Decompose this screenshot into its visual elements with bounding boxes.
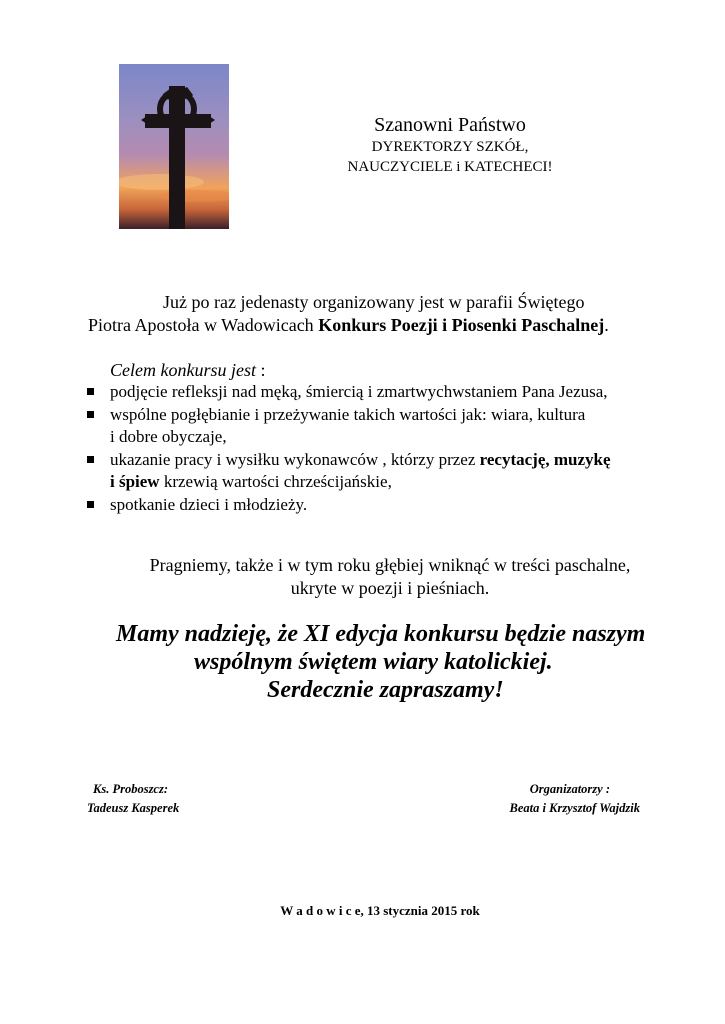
intro-paragraph bbox=[88, 291, 688, 337]
list-item bbox=[84, 404, 684, 449]
place: W a d o w i c e bbox=[280, 903, 361, 918]
goals-heading-text: Celem konkursu jest bbox=[110, 360, 256, 380]
intro-line-2-end: . bbox=[604, 315, 609, 335]
goal-text: ukazanie pracy i wysiłku wykonawców , którzy przez bbox=[110, 449, 480, 469]
goal-bold-text-continuation: i śpiew bbox=[110, 472, 160, 491]
goal-text-continuation: krzewią wartości chrześcijańskie, bbox=[159, 472, 392, 491]
goal-bold-text: recytację, muzykę bbox=[479, 449, 611, 469]
wish-line-2: ukryte w poezji i pieśniach. bbox=[290, 578, 490, 598]
signature-organizers bbox=[460, 780, 640, 818]
signature-name: Tadeusz Kasperek bbox=[87, 801, 180, 815]
list-item bbox=[84, 381, 684, 404]
contest-name: Konkurs Poezji i Piosenki Paschalnej bbox=[318, 315, 605, 335]
closing-invitation bbox=[80, 620, 700, 704]
goal-text: spotkanie dzieci i młodzieży. bbox=[110, 494, 308, 514]
goal-text-continuation: i dobre obyczaje, bbox=[110, 427, 227, 446]
intro-line-2 bbox=[88, 314, 688, 337]
place-and-date bbox=[180, 903, 580, 919]
closing-line-3: Serdecznie zapraszamy! bbox=[267, 677, 504, 703]
addressee-line-1: DYREKTORZY SZKÓŁ, bbox=[371, 139, 529, 155]
signature-role: Ks. Proboszcz: bbox=[93, 782, 169, 796]
closing-line-2: wspólnym świętem wiary katolickiej. bbox=[194, 649, 553, 675]
wish-line-1: Pragniemy, także i w tym roku głębiej wniknąć w treści paschalne, bbox=[149, 555, 631, 575]
signature-name: Beata i Krzysztof Wajdzik bbox=[509, 801, 640, 815]
closing-line-1: Mamy nadzieję, że XI edycja konkursu będzie naszym bbox=[116, 621, 646, 647]
cross-silhouette-icon bbox=[119, 64, 229, 229]
square-bullet-icon bbox=[87, 388, 94, 395]
goal-text: podjęcie refleksji nad męką, śmiercią i zmartwychwstaniem Pana Jezusa, bbox=[110, 382, 608, 401]
salutation: Szanowni Państwo bbox=[374, 114, 526, 136]
square-bullet-icon bbox=[87, 501, 94, 508]
goals-heading-suffix: : bbox=[255, 360, 266, 380]
intro-line-2-text: Piotra Apostoła w Wadowicach bbox=[88, 315, 319, 335]
wish-paragraph bbox=[100, 554, 680, 600]
goal-text: wspólne pogłębianie i przeżywanie takich wartości jak: wiara, kultura bbox=[110, 404, 586, 424]
list-item bbox=[84, 449, 684, 494]
cross-sunset-image bbox=[119, 64, 229, 229]
addressee-line-2: NAUCZYCIELE i KATECHECI! bbox=[347, 159, 553, 175]
signature-role: Organizatorzy : bbox=[529, 782, 610, 796]
date: , 13 stycznia 2015 rok bbox=[360, 903, 480, 918]
goals-list bbox=[84, 381, 684, 516]
signature-parish-priest bbox=[87, 780, 179, 818]
goals-heading bbox=[110, 359, 265, 381]
square-bullet-icon bbox=[87, 456, 94, 463]
intro-line-1: Już po raz jedenasty organizowany jest w parafii Świętego bbox=[163, 292, 585, 312]
greeting-block bbox=[300, 113, 600, 177]
list-item bbox=[84, 494, 684, 517]
square-bullet-icon bbox=[87, 411, 94, 418]
